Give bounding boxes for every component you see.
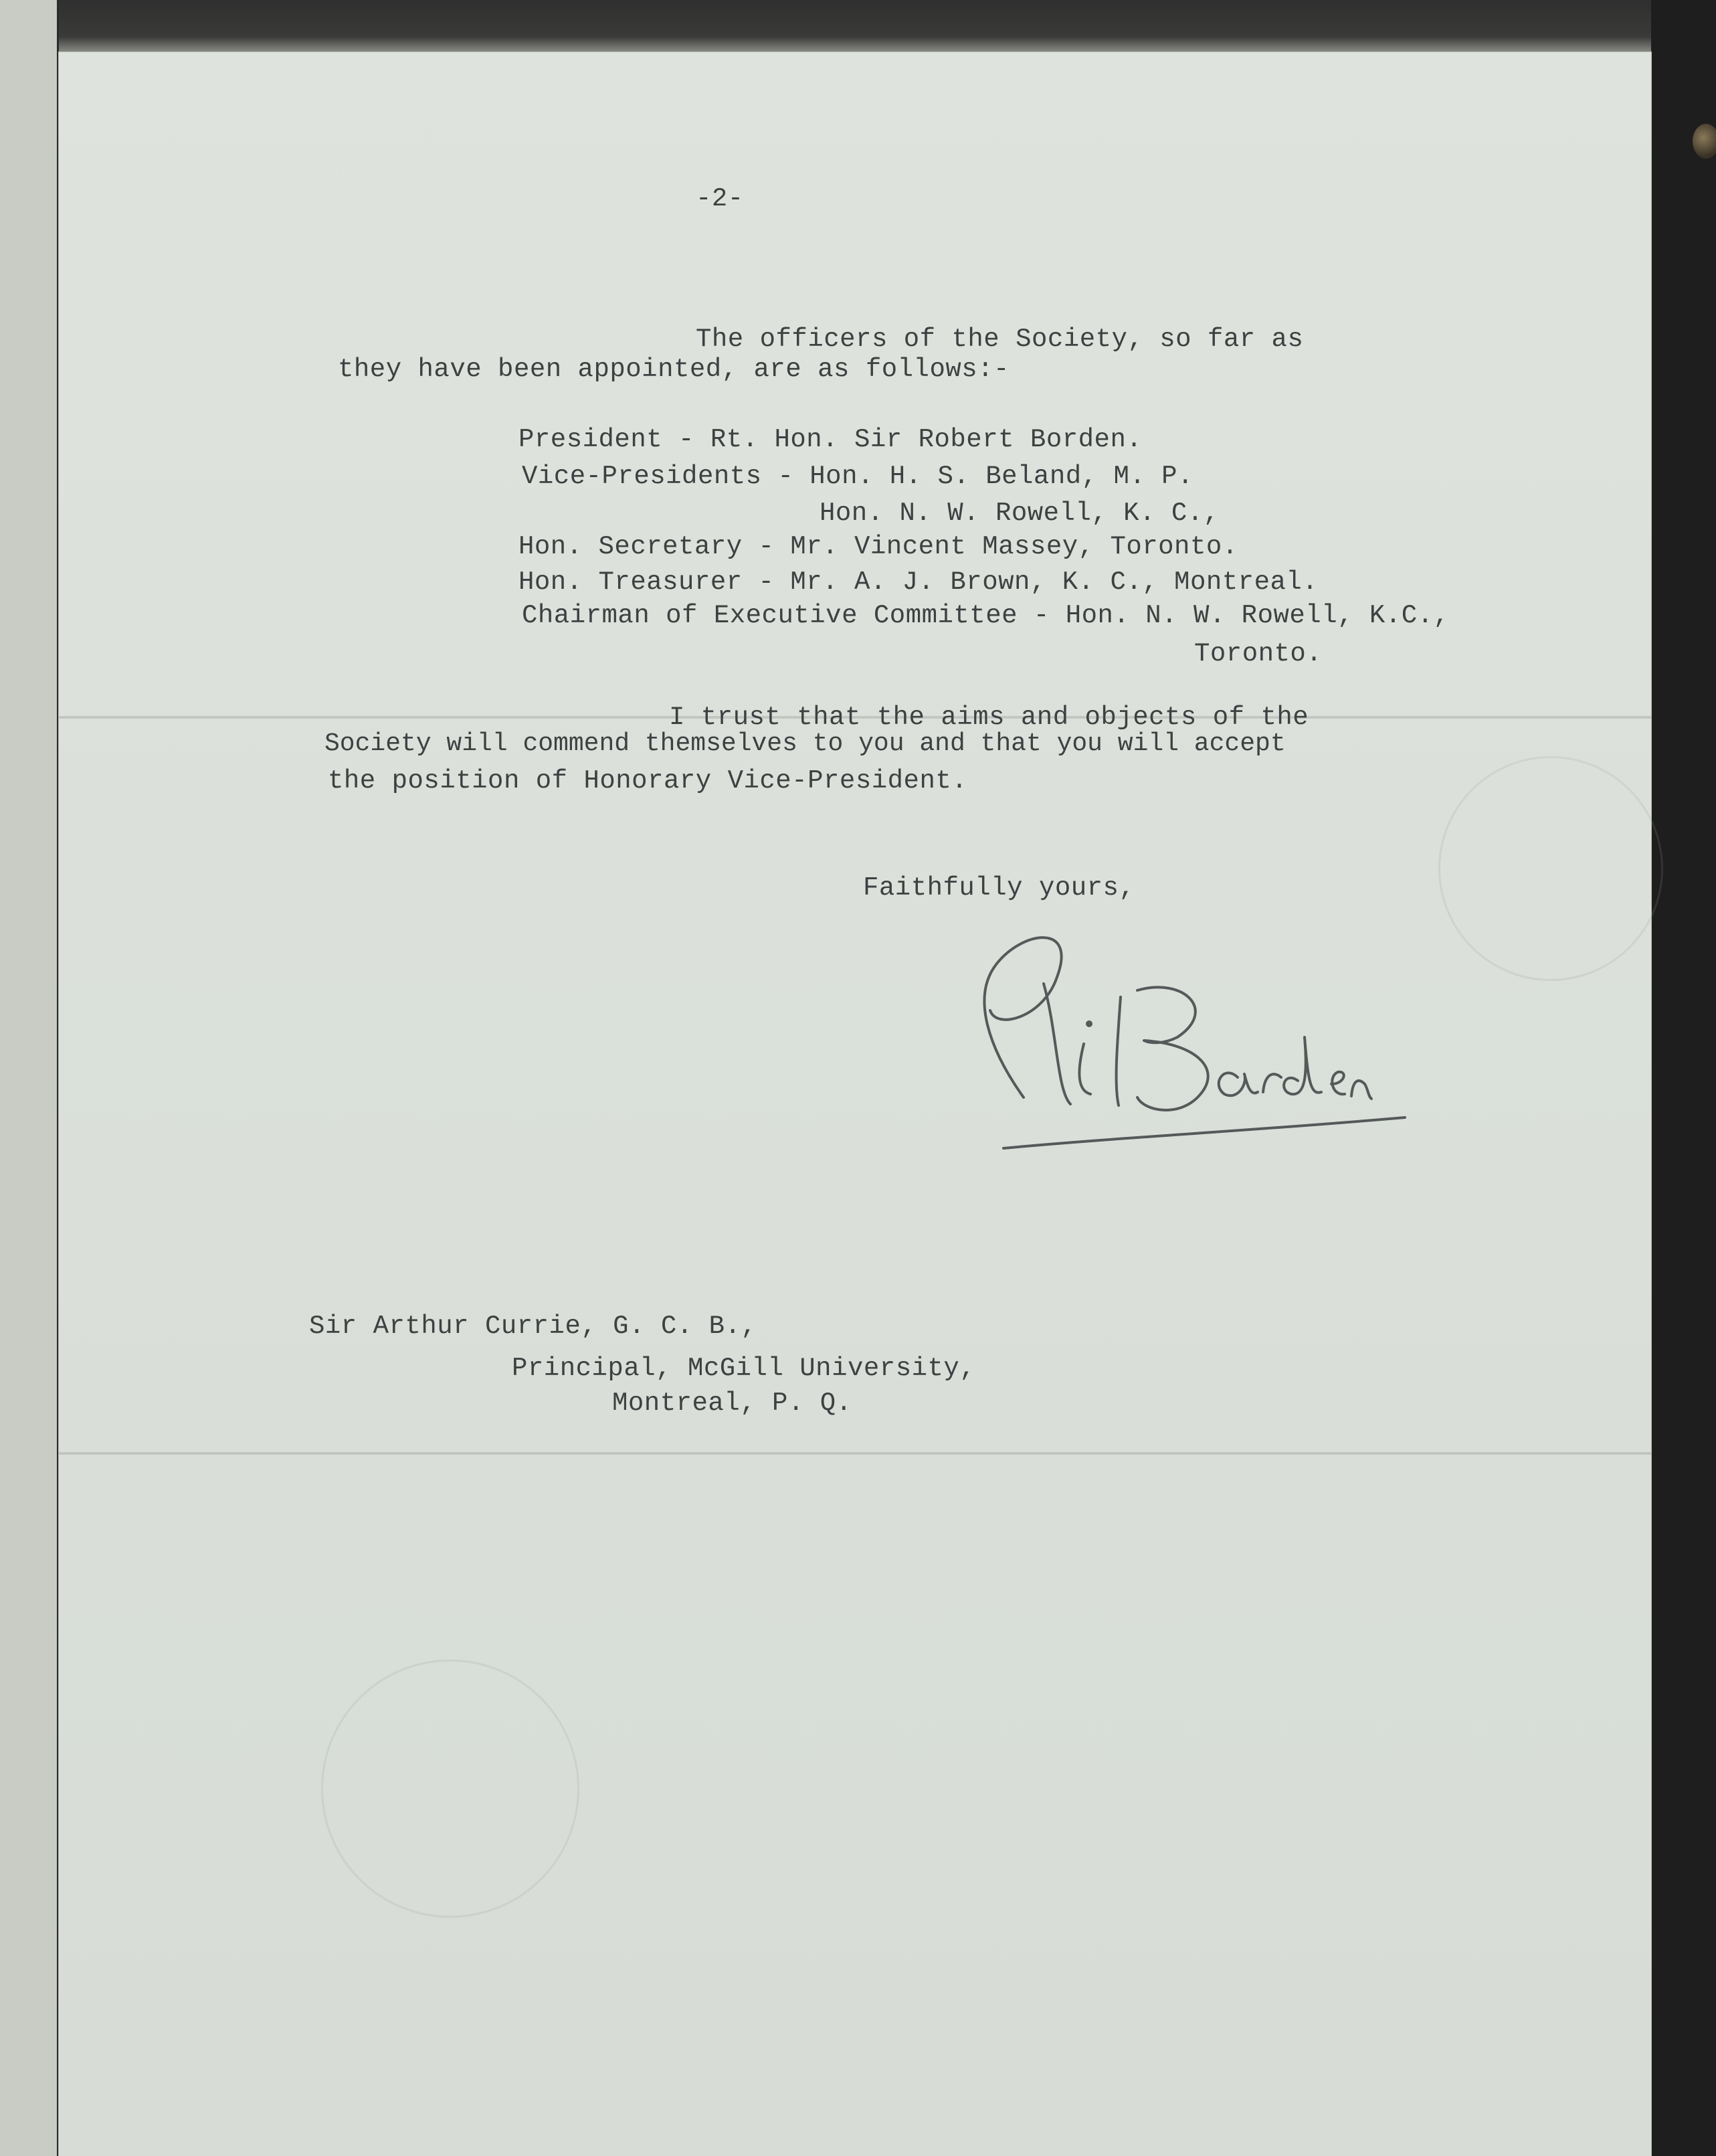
- right-shadow: [1651, 0, 1716, 2156]
- addressee-line-2: Principal, McGill University,: [512, 1354, 976, 1383]
- officer-vice-president-2: Hon. N. W. Rowell, K. C.,: [820, 499, 1220, 528]
- addressee-line-1: Sir Arthur Currie, G. C. B.,: [309, 1312, 757, 1341]
- paragraph-1-line-1: The officers of the Society, so far as: [696, 325, 1304, 354]
- previous-page-edge: [0, 0, 59, 2156]
- addressee-line-3: Montreal, P. Q.: [612, 1388, 852, 1418]
- closing: Faithfully yours,: [863, 873, 1135, 903]
- page-number: -2-: [696, 184, 744, 213]
- signature: [943, 917, 1425, 1191]
- officer-president: President - Rt. Hon. Sir Robert Borden.: [518, 425, 1143, 454]
- embossed-seal-icon: [321, 1659, 579, 1918]
- officer-secretary: Hon. Secretary - Mr. Vincent Massey, Toronto.: [518, 532, 1238, 561]
- tack-icon: [1693, 124, 1716, 159]
- officer-chairman-city: Toronto.: [1194, 639, 1323, 668]
- officer-treasurer: Hon. Treasurer - Mr. A. J. Brown, K. C., Montreal.: [518, 567, 1319, 597]
- top-shadow: [57, 0, 1716, 52]
- officer-chairman: Chairman of Executive Committee - Hon. N. W. Rowell, K.C.,: [522, 601, 1450, 630]
- fold-line: [59, 1452, 1651, 1455]
- paragraph-1-line-2: they have been appointed, are as follows:-: [338, 355, 1010, 384]
- paragraph-2-line-3: the position of Honorary Vice-President.: [328, 766, 968, 796]
- officer-vice-presidents: Vice-Presidents - Hon. H. S. Beland, M. P.: [522, 462, 1194, 491]
- embossed-seal-icon: [1438, 756, 1663, 981]
- paragraph-2-line-2: Society will commend themselves to you and that you will accept: [324, 729, 1286, 758]
- paragraph-2-line-1: I trust that the aims and objects of the: [669, 703, 1309, 732]
